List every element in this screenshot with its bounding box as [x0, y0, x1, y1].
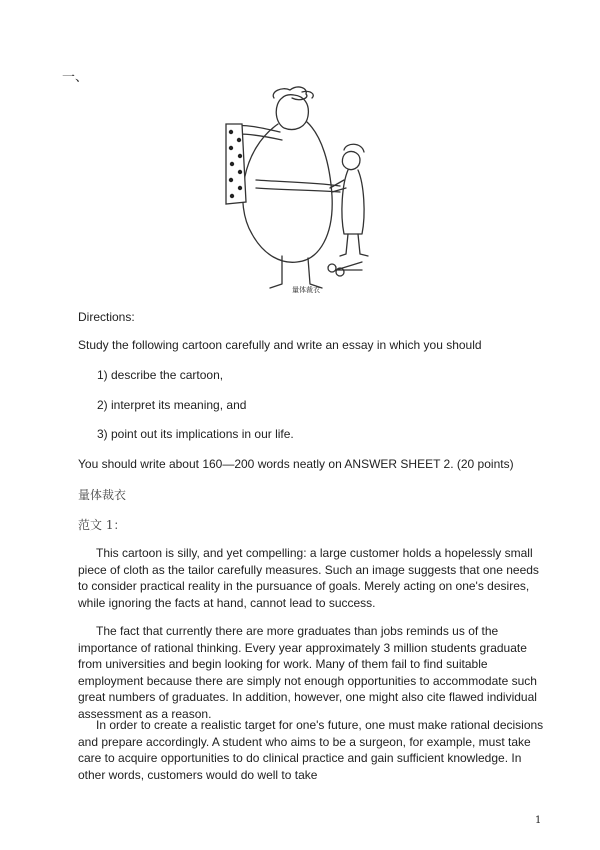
- direction-item-2: 2) interpret its meaning, and: [97, 398, 247, 412]
- cloth-swatch: [226, 124, 246, 204]
- essay-title: 量体裁衣: [78, 488, 127, 502]
- paragraph-3: In order to create a realistic target for one's future, one must make rational decisions and prepare accordingly. A student who aims to be a surgeon, for example, must take care to acquire opportunities to do clinical practice and gain sufficient knowledge. In other words, customers would do well to take: [78, 718, 544, 782]
- paragraph-1: This cartoon is silly, and yet compelling: a large customer holds a hopelessly small piece of cloth as the tailor carefully measures. Such an image suggests that one needs to consider practical reality in the pursuance of goals. Merely acting on one's desires, while ignoring the facts at hand, cannot lead to success.: [78, 546, 539, 610]
- directions-heading: Directions:: [78, 310, 135, 324]
- page-number: 1: [535, 815, 542, 826]
- word-limit: You should write about 160—200 words neatly on ANSWER SHEET 2. (20 points): [78, 457, 514, 471]
- paragraph-2: The fact that currently there are more graduates than jobs reminds us of the importance of rational thinking. Every year approximately 3 million students graduate from universities and begin looking for work. Many of them fail to find suitable employment because there are simply not enough opportunities to accommodate such great numbers of graduates. In addition, however, one might also cite flawed individual assessment as a reason.: [78, 624, 537, 721]
- sample-label: 范文 1：: [78, 518, 126, 532]
- cartoon-caption: 量体裁衣: [292, 286, 320, 294]
- direction-item-3: 3) point out its implications in our life.: [97, 427, 294, 441]
- directions-instruction: Study the following cartoon carefully and write an essay in which you should: [78, 338, 482, 352]
- section-number: 一、: [62, 70, 89, 85]
- direction-item-1: 1) describe the cartoon,: [97, 368, 224, 382]
- cartoon-illustration: [212, 84, 392, 294]
